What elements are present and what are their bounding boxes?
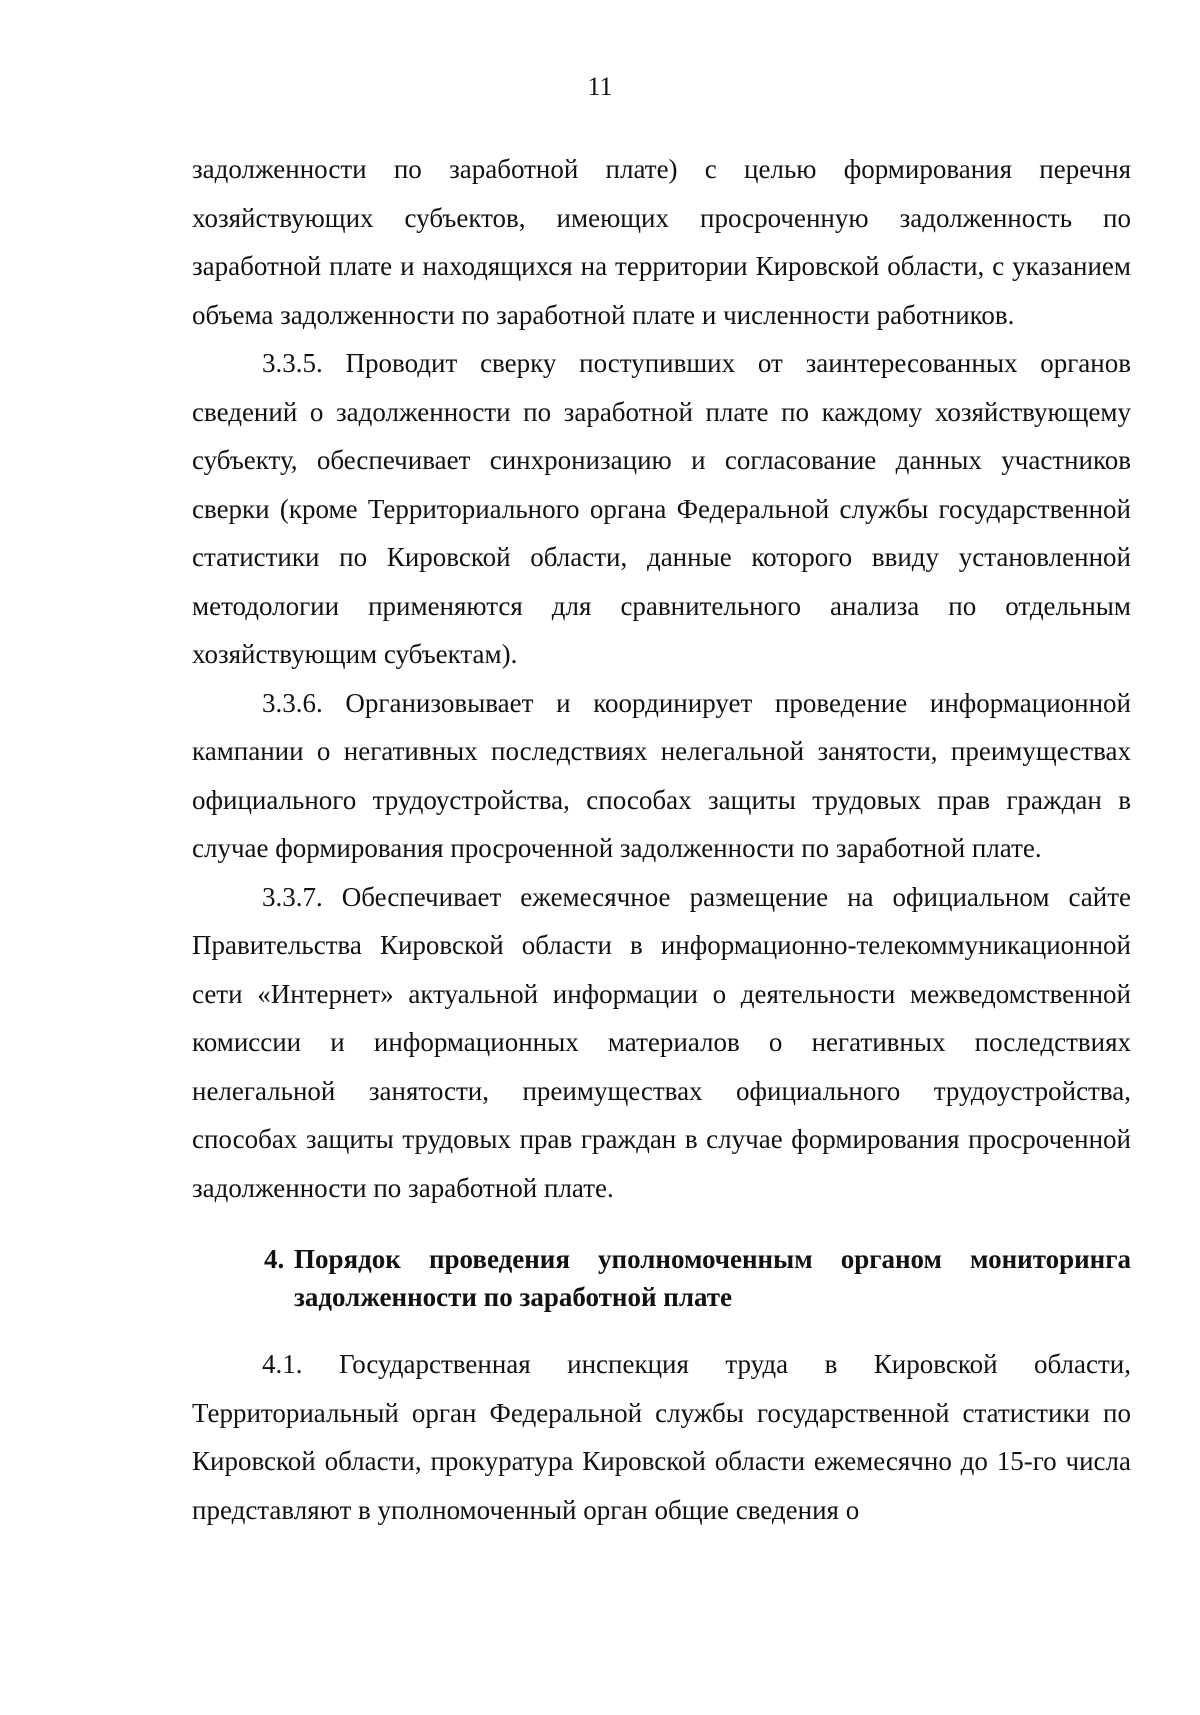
paragraph-3-3-7: 3.3.7. Обеспечивает ежемесячное размещение на официальном сайте Правительства Кировской области в информационно-телекоммуникационной сети «Интернет» актуальной информации о деятельности межведомственной комиссии и информационных материалов о негативных последствиях нелегальной занятости, преимуществах официального трудоустройства, способах защиты трудовых прав граждан в случае формирования просроченной задолженности по заработной плате. <box>192 881 1131 1203</box>
paragraph-continuation: задолженности по заработной плате) с целью формирования перечня хозяйствующих субъектов, имеющих просроченную задолженность по заработной плате и находящихся на территории Кировской области, с указанием объема задолженности по заработной плате и численности работников. <box>192 154 1131 330</box>
section-heading-line1: Порядок проведения уполномоченным органом мониторинга <box>294 1244 1131 1274</box>
paragraph-3-3-5: 3.3.5. Проводит сверку поступивших от заинтересованных органов сведений о задолженности по заработной плате по каждому хозяйствующему субъекту, обеспечивает синхронизацию и согласование данных участников сверки (кроме Территориального органа Федеральной службы государственной статистики по Кировской области, данные которого ввиду установленной методологии применяются для сравнительного анализа по отдельным хозяйствующим субъектам). <box>192 348 1131 669</box>
section-heading-line2: задолженности по заработной плате <box>294 1282 733 1312</box>
section-heading <box>192 1240 1131 1316</box>
page-number: 11 <box>587 72 613 101</box>
paragraph-4-1: 4.1. Государственная инспекция труда в Кировской области, Территориальный орган Федеральной службы государственной статистики по Кировской области, прокуратура Кировской области ежемесячно до 15-го числа представляют в уполномоченный орган общие сведения о <box>192 1349 1131 1525</box>
document-body <box>192 145 1131 1534</box>
section-heading-number: 4. <box>264 1244 285 1274</box>
paragraph-3-3-6: 3.3.6. Организовывает и координирует проведение информационной кампании о негативных последствиях нелегальной занятости, преимуществах официального трудоустройства, способах защиты трудовых прав граждан в случае формирования просроченной задолженности по заработной плате. <box>192 687 1131 863</box>
